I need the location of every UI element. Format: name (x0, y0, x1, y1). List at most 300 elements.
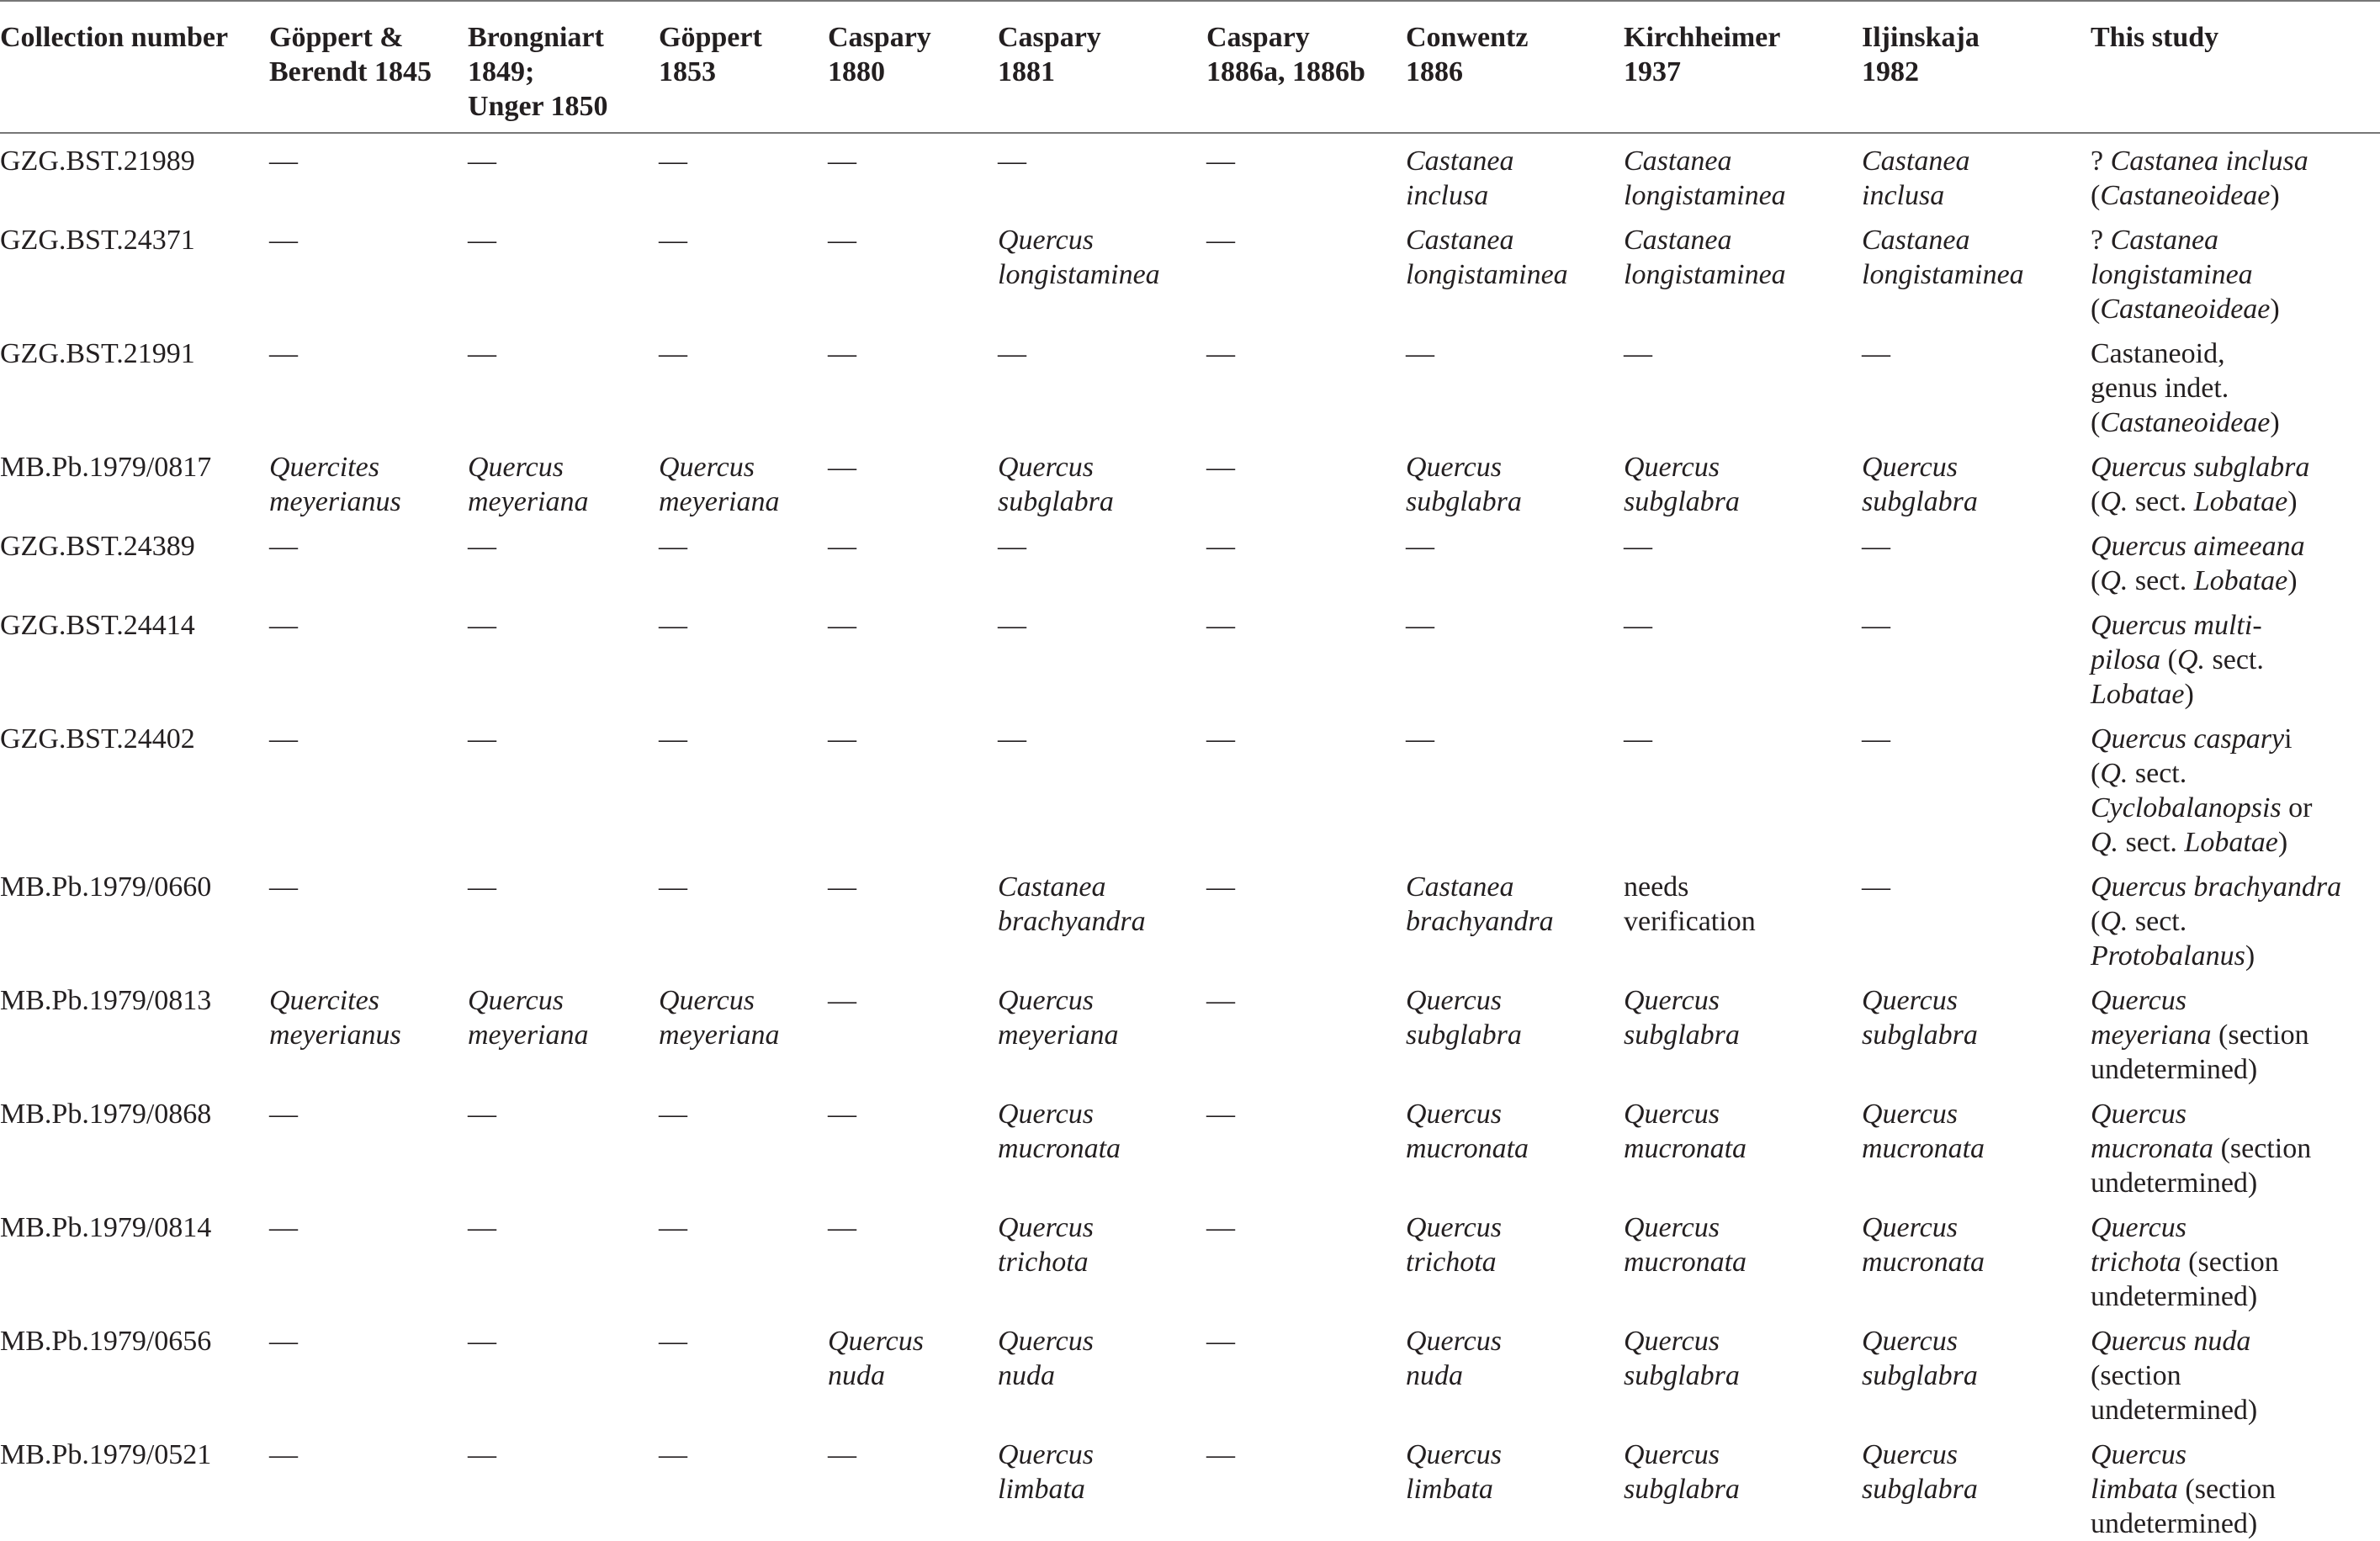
cell-line (1862, 1210, 2086, 1245)
cell-brongniart-1849-unger-1850 (468, 598, 659, 712)
cell-text: GZG.BST.24389 (0, 531, 195, 562)
cell-line (1862, 1472, 2086, 1507)
taxon-name-text: nuda (1406, 1360, 1463, 1391)
cell-line (2091, 1472, 2375, 1507)
cell-collection-number (0, 598, 269, 712)
cell-text: — (1624, 338, 1652, 369)
cell-line (2091, 939, 2375, 973)
header-line: Göppert (659, 22, 762, 53)
taxon-name-text: Castanea (1406, 146, 1514, 177)
table-row (0, 860, 2380, 973)
cell-text: — (468, 146, 496, 177)
cell-line (1862, 336, 2086, 371)
cell-line (1624, 485, 1857, 519)
cell-text: — (468, 871, 496, 903)
cell-text: undetermined) (2091, 1281, 2258, 1312)
taxon-name-text: Quercus (1406, 1439, 1502, 1470)
cell-line (1624, 450, 1857, 485)
taxon-name-text: Lobatae (2091, 679, 2185, 710)
cell-caspary-1880 (828, 598, 998, 712)
cell-goeppert-berendt-1845 (269, 213, 468, 326)
cell-line (468, 1210, 654, 1245)
table-row (0, 519, 2380, 598)
cell-this-study (2091, 213, 2380, 326)
taxon-name-text: Quercus (998, 452, 1094, 483)
table-row (0, 1314, 2380, 1427)
cell-line (659, 722, 823, 756)
cell-line (2091, 1438, 2375, 1472)
cell-text: — (998, 531, 1026, 562)
cell-text: ( (2091, 758, 2101, 789)
cell-goeppert-1853 (659, 1200, 828, 1314)
cell-iljinskaja-1982 (1862, 1087, 2091, 1200)
cell-line (0, 722, 264, 756)
cell-brongniart-1849-unger-1850 (468, 860, 659, 973)
cell-line (468, 1438, 654, 1472)
taxon-name-text: Quercus (828, 1326, 924, 1357)
cell-line (468, 608, 654, 643)
cell-line (828, 1324, 993, 1358)
cell-text: — (1406, 338, 1434, 369)
cell-line (269, 1097, 463, 1131)
taxon-name-text: mucronata (1624, 1133, 1747, 1164)
taxon-name-text: longistaminea (1624, 259, 1786, 290)
cell-line (1406, 336, 1619, 371)
cell-text: — (1206, 452, 1235, 483)
cell-this-study (2091, 973, 2380, 1087)
cell-text: — (1206, 610, 1235, 641)
taxon-name-text: Quercus aimeeana (2091, 531, 2305, 562)
cell-line (1624, 983, 1857, 1018)
cell-line (659, 1324, 823, 1358)
header-line: 1886a, 1886b (1206, 56, 1365, 87)
header-line: Unger 1850 (468, 91, 608, 122)
cell-line (1406, 144, 1619, 178)
cell-text: (section (2181, 1247, 2279, 1278)
cell-line (659, 983, 823, 1018)
cell-conwentz-1886 (1406, 973, 1624, 1087)
cell-line (1406, 450, 1619, 485)
taxon-name-text: mucronata (1862, 1247, 1985, 1278)
cell-iljinskaja-1982 (1862, 1427, 2091, 1541)
cell-text: GZG.BST.24414 (0, 610, 195, 641)
header-line: 1937 (1624, 56, 1681, 87)
taxon-name-text: Quercites (269, 452, 379, 483)
taxon-name-text: trichota (998, 1247, 1089, 1278)
cell-line (468, 1097, 654, 1131)
cell-line (998, 983, 1201, 1018)
taxon-name-text: Quercus (1406, 1099, 1502, 1130)
cell-line (2091, 371, 2375, 405)
taxon-name-text: Quercus (1862, 452, 1958, 483)
taxon-name-text: Cyclobalanopsis (2091, 792, 2282, 823)
cell-kirchheimer-1937 (1624, 973, 1862, 1087)
taxon-name-text: meyeriana (659, 486, 780, 517)
cell-line (828, 608, 993, 643)
cell-line (0, 870, 264, 904)
taxon-name-text: subglabra (1624, 1019, 1740, 1051)
cell-iljinskaja-1982 (1862, 973, 2091, 1087)
cell-text: — (468, 531, 496, 562)
cell-line (468, 983, 654, 1018)
cell-text: — (1624, 531, 1652, 562)
header-line: 1880 (828, 56, 885, 87)
cell-text: MB.Pb.1979/0814 (0, 1212, 212, 1243)
cell-caspary-1886 (1206, 1314, 1406, 1427)
column-header-caspary-1881 (998, 1, 1206, 133)
taxon-name-text: Quercus (1862, 1099, 1958, 1130)
cell-line (468, 144, 654, 178)
cell-line (0, 608, 264, 643)
cell-goeppert-berendt-1845 (269, 440, 468, 519)
cell-line (468, 1018, 654, 1052)
cell-caspary-1886 (1206, 1087, 1406, 1200)
taxon-name-text: subglabra (1862, 1360, 1978, 1391)
cell-goeppert-1853 (659, 133, 828, 213)
cell-line (1624, 336, 1857, 371)
taxon-name-text: Castanea (1624, 225, 1732, 256)
cell-text: — (468, 225, 496, 256)
cell-line (2091, 144, 2375, 178)
cell-this-study (2091, 1427, 2380, 1541)
header-line: 1886 (1406, 56, 1463, 87)
taxon-name-text: Castanea (998, 871, 1106, 903)
taxon-name-text: Lobatae (2193, 565, 2288, 596)
cell-line (2091, 983, 2375, 1018)
taxon-name-text: subglabra (1624, 1474, 1740, 1505)
taxon-name-text: Quercus (1624, 1212, 1720, 1243)
cell-line (1862, 257, 2086, 292)
cell-line (1862, 1324, 2086, 1358)
header-line: 1849; (468, 56, 535, 87)
taxon-name-text: meyeriana (2091, 1019, 2212, 1051)
cell-this-study (2091, 133, 2380, 213)
table-row (0, 1200, 2380, 1314)
header-line: Caspary (998, 22, 1101, 53)
cell-text: ) (2270, 180, 2280, 211)
cell-line (1624, 529, 1857, 564)
cell-line (0, 529, 264, 564)
cell-caspary-1880 (828, 519, 998, 598)
cell-line (1862, 144, 2086, 178)
cell-caspary-1881 (998, 1314, 1206, 1427)
cell-caspary-1880 (828, 213, 998, 326)
table-row (0, 440, 2380, 519)
cell-line (998, 485, 1201, 519)
cell-line (659, 336, 823, 371)
column-header-caspary-1886 (1206, 1, 1406, 133)
cell-text: — (659, 610, 687, 641)
cell-line (1624, 1472, 1857, 1507)
cell-kirchheimer-1937 (1624, 860, 1862, 973)
cell-text: — (1406, 723, 1434, 755)
taxon-name-text: Quercus (1862, 985, 1958, 1016)
cell-text: — (269, 610, 298, 641)
taxon-name-text: mucronata (1624, 1247, 1747, 1278)
cell-line (828, 1210, 993, 1245)
cell-iljinskaja-1982 (1862, 519, 2091, 598)
cell-line (468, 223, 654, 257)
cell-caspary-1886 (1206, 326, 1406, 440)
taxon-name-text: Quercus (1624, 1439, 1720, 1470)
cell-collection-number (0, 133, 269, 213)
taxon-name-text: meyerianus (269, 486, 401, 517)
column-header-brongniart-1849-unger-1850 (468, 1, 659, 133)
cell-line (468, 1324, 654, 1358)
cell-goeppert-berendt-1845 (269, 1314, 468, 1427)
cell-text: — (1206, 1212, 1235, 1243)
table-header-row (0, 1, 2380, 133)
header-line: 1853 (659, 56, 716, 87)
taxon-name-text: meyeriana (468, 486, 589, 517)
cell-text: ) (2184, 679, 2194, 710)
taxon-name-text: Castaneoideae (2100, 294, 2271, 325)
cell-line (2091, 1131, 2375, 1166)
cell-line (1406, 1472, 1619, 1507)
taxon-name-text: subglabra (1406, 486, 1522, 517)
header-line: Göppert & (269, 22, 404, 53)
cell-caspary-1880 (828, 1314, 998, 1427)
cell-caspary-1880 (828, 860, 998, 973)
cell-iljinskaja-1982 (1862, 326, 2091, 440)
cell-this-study (2091, 1314, 2380, 1427)
cell-line (0, 1210, 264, 1245)
cell-conwentz-1886 (1406, 598, 1624, 712)
taxon-name-text: Quercus (1862, 1326, 1958, 1357)
cell-caspary-1880 (828, 326, 998, 440)
taxon-name-text: Q. (2100, 565, 2128, 596)
taxon-name-text: pilosa (2091, 644, 2161, 675)
cell-text: Castaneoid, (2091, 338, 2225, 369)
taxon-name-text: subglabra (1624, 486, 1740, 517)
taxon-name-text: Quercus (1406, 985, 1502, 1016)
taxon-name-text: mucronata (1406, 1133, 1529, 1164)
cell-line (0, 223, 264, 257)
cell-line (0, 1324, 264, 1358)
cell-goeppert-1853 (659, 1087, 828, 1200)
cell-line (1406, 608, 1619, 643)
cell-brongniart-1849-unger-1850 (468, 1087, 659, 1200)
cell-line (1624, 1097, 1857, 1131)
cell-text: ( (2091, 294, 2101, 325)
cell-line (1624, 1324, 1857, 1358)
cell-line (269, 485, 463, 519)
cell-line (1862, 450, 2086, 485)
cell-line (2091, 223, 2375, 257)
cell-text: — (269, 531, 298, 562)
cell-text: sect. (2128, 758, 2187, 789)
taxon-name-text: Quercus subglabra (2091, 452, 2310, 483)
cell-line (2091, 405, 2375, 440)
cell-kirchheimer-1937 (1624, 1200, 1862, 1314)
cell-text: (section (2211, 1019, 2309, 1051)
cell-goeppert-berendt-1845 (269, 326, 468, 440)
cell-line (1862, 1245, 2086, 1279)
cell-line (1406, 1358, 1619, 1393)
cell-iljinskaja-1982 (1862, 133, 2091, 213)
cell-text: MB.Pb.1979/0656 (0, 1326, 212, 1357)
cell-text: ? (2091, 146, 2111, 177)
cell-line (2091, 1279, 2375, 1314)
cell-line (2091, 904, 2375, 939)
taxon-name-text: Quercus (998, 1439, 1094, 1470)
cell-caspary-1886 (1206, 133, 1406, 213)
taxon-name-text: nuda (828, 1360, 885, 1391)
cell-text: — (269, 1439, 298, 1470)
column-header-this-study (2091, 1, 2380, 133)
cell-line (0, 1097, 264, 1131)
table-row (0, 326, 2380, 440)
cell-line (1206, 223, 1401, 257)
cell-caspary-1886 (1206, 860, 1406, 973)
cell-text: — (1206, 723, 1235, 755)
cell-caspary-1886 (1206, 712, 1406, 860)
cell-text: ) (2287, 486, 2298, 517)
cell-line (1624, 1245, 1857, 1279)
cell-text: — (468, 338, 496, 369)
taxon-name-text: longistaminea (1406, 259, 1568, 290)
header-line: Conwentz (1406, 22, 1529, 53)
taxon-name-text: Q. (2100, 906, 2128, 937)
cell-iljinskaja-1982 (1862, 712, 2091, 860)
cell-line (1406, 223, 1619, 257)
cell-caspary-1886 (1206, 440, 1406, 519)
cell-line (468, 450, 654, 485)
header-line: Caspary (1206, 22, 1310, 53)
cell-text: — (659, 531, 687, 562)
cell-caspary-1886 (1206, 973, 1406, 1087)
cell-goeppert-1853 (659, 1314, 828, 1427)
cell-line (2091, 1097, 2375, 1131)
cell-text: — (659, 1326, 687, 1357)
cell-line (1862, 485, 2086, 519)
taxon-name-text: Q. (2091, 827, 2119, 858)
cell-text: — (828, 225, 856, 256)
cell-line (659, 485, 823, 519)
cell-line (269, 983, 463, 1018)
cell-text: — (828, 1212, 856, 1243)
cell-collection-number (0, 1314, 269, 1427)
cell-iljinskaja-1982 (1862, 1200, 2091, 1314)
taxon-name-text: Quercus (1862, 1212, 1958, 1243)
cell-text: — (1206, 1439, 1235, 1470)
cell-text: undetermined) (2091, 1054, 2258, 1085)
taxon-name-text: mucronata (998, 1133, 1121, 1164)
cell-conwentz-1886 (1406, 326, 1624, 440)
cell-text: — (1206, 1099, 1235, 1130)
cell-text: needs (1624, 871, 1689, 903)
taxon-name-text: Quercus (1406, 1326, 1502, 1357)
cell-caspary-1881 (998, 598, 1206, 712)
cell-goeppert-berendt-1845 (269, 519, 468, 598)
cell-kirchheimer-1937 (1624, 1427, 1862, 1541)
cell-collection-number (0, 326, 269, 440)
cell-kirchheimer-1937 (1624, 133, 1862, 213)
cell-line (998, 1324, 1201, 1358)
cell-text: GZG.BST.21991 (0, 338, 195, 369)
cell-line (828, 336, 993, 371)
taxon-name-text: Lobatae (2184, 827, 2278, 858)
cell-text: — (1206, 146, 1235, 177)
cell-collection-number (0, 1200, 269, 1314)
header-line: Iljinskaja (1862, 22, 1980, 53)
cell-line (0, 144, 264, 178)
cell-goeppert-1853 (659, 973, 828, 1087)
cell-line (1406, 485, 1619, 519)
cell-line (1862, 178, 2086, 213)
cell-line (659, 1438, 823, 1472)
taxon-name-text: Quercus nuda (2091, 1326, 2251, 1357)
taxon-name-text: Quercus (998, 1212, 1094, 1243)
cell-line (998, 1472, 1201, 1507)
taxon-name-text: longistaminea (998, 259, 1160, 290)
cell-text: MB.Pb.1979/0521 (0, 1439, 212, 1470)
cell-iljinskaja-1982 (1862, 1314, 2091, 1427)
cell-line (1406, 1131, 1619, 1166)
cell-text: (section (2213, 1133, 2312, 1164)
cell-caspary-1886 (1206, 213, 1406, 326)
cell-line (1206, 1438, 1401, 1472)
taxon-name-text: limbata (998, 1474, 1085, 1505)
cell-text: ) (2270, 407, 2280, 438)
cell-goeppert-berendt-1845 (269, 1087, 468, 1200)
taxon-name-text: trichota (1406, 1247, 1497, 1278)
cell-text: — (828, 531, 856, 562)
cell-goeppert-1853 (659, 712, 828, 860)
cell-line (828, 529, 993, 564)
header-line: Brongniart (468, 22, 604, 53)
cell-text: GZG.BST.24371 (0, 225, 195, 256)
cell-text: — (1406, 531, 1434, 562)
cell-line (998, 904, 1201, 939)
cell-line (998, 223, 1201, 257)
cell-text: — (468, 1326, 496, 1357)
cell-line (1862, 1018, 2086, 1052)
cell-text: MB.Pb.1979/0660 (0, 871, 212, 903)
cell-text: ? (2091, 225, 2111, 256)
taxon-name-text: subglabra (1862, 486, 1978, 517)
cell-brongniart-1849-unger-1850 (468, 213, 659, 326)
cell-line (828, 450, 993, 485)
cell-text: — (1406, 610, 1434, 641)
cell-line (1862, 1358, 2086, 1393)
cell-line (1624, 1131, 1857, 1166)
cell-text: ( (2091, 565, 2101, 596)
cell-line (998, 1097, 1201, 1131)
taxon-name-text: Quercus (468, 452, 564, 483)
cell-line (2091, 677, 2375, 712)
cell-brongniart-1849-unger-1850 (468, 326, 659, 440)
cell-text: MB.Pb.1979/0813 (0, 985, 212, 1016)
cell-line (659, 1210, 823, 1245)
cell-line (1206, 870, 1401, 904)
cell-line (998, 336, 1201, 371)
cell-line (659, 144, 823, 178)
cell-caspary-1881 (998, 860, 1206, 973)
cell-text: sect. (2128, 486, 2194, 517)
cell-text: ( (2091, 407, 2101, 438)
cell-line (828, 1438, 993, 1472)
column-header-goeppert-1853 (659, 1, 828, 133)
taxon-name-text: subglabra (1862, 1474, 1978, 1505)
cell-text: — (269, 146, 298, 177)
cell-collection-number (0, 440, 269, 519)
cell-brongniart-1849-unger-1850 (468, 519, 659, 598)
header-line: Kirchheimer (1624, 22, 1781, 53)
cell-line (1624, 257, 1857, 292)
taxon-name-text: Quercus (659, 985, 755, 1016)
cell-line (1206, 144, 1401, 178)
